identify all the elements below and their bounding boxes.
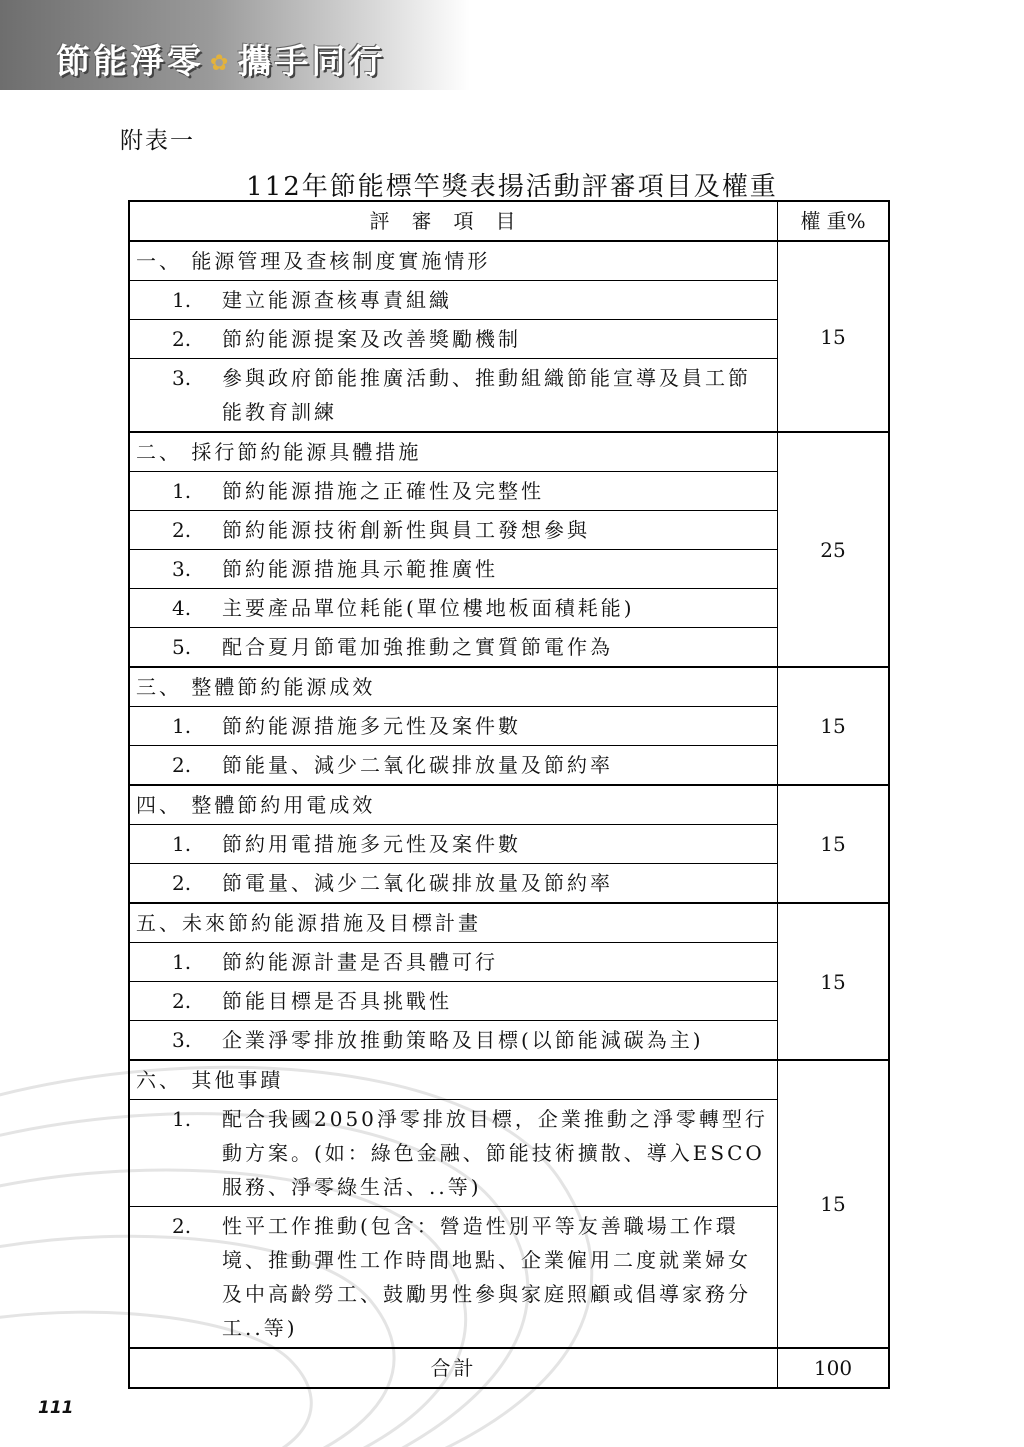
column-header-items: 評審項目	[129, 201, 778, 241]
table-row	[129, 943, 889, 982]
item-number: 3.	[172, 1028, 192, 1052]
section-weight: 15	[778, 785, 890, 903]
table-row	[129, 1021, 889, 1061]
item-cell	[129, 707, 778, 746]
item-number: 1.	[172, 479, 192, 503]
total-label: 合計	[129, 1348, 778, 1388]
section-title: 六、 其他事蹟	[129, 1060, 778, 1100]
section-weight: 25	[778, 432, 890, 667]
table-row	[129, 707, 889, 746]
item-cell	[129, 1021, 778, 1061]
table-row	[129, 825, 889, 864]
item-number: 1.	[172, 950, 192, 974]
item-number: 3.	[172, 557, 192, 581]
item-cell	[129, 746, 778, 786]
table-row	[129, 320, 889, 359]
item-number: 1.	[172, 1107, 192, 1131]
column-header-weight: 權 重%	[778, 201, 890, 241]
section-row	[129, 667, 889, 707]
item-text: 節約能源計畫是否具體可行	[222, 950, 498, 974]
item-number: 2.	[172, 518, 192, 542]
page-number: 111	[38, 1398, 74, 1418]
item-cell	[129, 943, 778, 982]
item-number: 1.	[172, 288, 192, 312]
section-row	[129, 432, 889, 472]
item-text: 節約能源措施之正確性及完整性	[222, 479, 544, 503]
table-header-row	[129, 201, 889, 241]
table-row	[129, 864, 889, 904]
table-row	[129, 281, 889, 320]
table-row	[129, 511, 889, 550]
item-cell	[129, 511, 778, 550]
item-number: 4.	[172, 596, 192, 620]
item-text: 主要產品單位耗能(單位樓地板面積耗能)	[222, 596, 635, 620]
section-title: 一、 能源管理及查核制度實施情形	[129, 241, 778, 281]
section-title: 三、 整體節約能源成效	[129, 667, 778, 707]
item-text: 節能目標是否具挑戰性	[222, 989, 452, 1013]
item-text: 節約能源技術創新性與員工發想參與	[222, 518, 590, 542]
item-text: 配合我國2050淨零排放目標，企業推動之淨零轉型行動方案。(如：綠色金融、節能技術擴散、導入ESCO服務、淨零綠生活、..等)	[222, 1107, 768, 1199]
header-title-left: 節能淨零	[56, 42, 204, 82]
section-weight: 15	[778, 667, 890, 785]
total-row	[129, 1348, 889, 1388]
item-number: 5.	[172, 635, 192, 659]
item-text: 參與政府節能推廣活動、推動組織節能宣導及員工節能教育訓練	[222, 366, 751, 424]
item-text: 節約能源措施具示範推廣性	[222, 557, 498, 581]
table-row	[129, 472, 889, 511]
section-weight: 15	[778, 241, 890, 432]
header-title-right: 攜手同行	[237, 42, 386, 82]
section-row	[129, 1060, 889, 1100]
section-title: 四、 整體節約用電成效	[129, 785, 778, 825]
section-weight: 15	[778, 1060, 890, 1348]
item-number: 1.	[172, 714, 192, 738]
item-text: 節約用電措施多元性及案件數	[222, 832, 521, 856]
table-row	[129, 550, 889, 589]
item-text: 節能量、減少二氧化碳排放量及節約率	[222, 753, 613, 777]
flower-icon: ✿	[210, 51, 232, 76]
section-title: 二、 採行節約能源具體措施	[129, 432, 778, 472]
item-text: 節約能源措施多元性及案件數	[222, 714, 521, 738]
item-cell	[129, 825, 778, 864]
table-row	[129, 982, 889, 1021]
item-cell	[129, 589, 778, 628]
annex-label: 附表一	[120, 128, 195, 154]
section-row	[129, 241, 889, 281]
item-number: 1.	[172, 832, 192, 856]
item-number: 3.	[172, 366, 192, 390]
table-title: 112年節能標竿獎表揚活動評審項目及權重	[246, 172, 778, 202]
item-cell	[129, 864, 778, 904]
item-text: 配合夏月節電加強推動之實質節電作為	[222, 635, 613, 659]
table-row	[129, 746, 889, 786]
table-row	[129, 589, 889, 628]
section-title: 五、未來節約能源措施及目標計畫	[129, 903, 778, 943]
item-text: 企業淨零排放推動策略及目標(以節能減碳為主)	[222, 1028, 704, 1052]
item-number: 2.	[172, 753, 192, 777]
header-title	[56, 34, 385, 83]
section-row	[129, 785, 889, 825]
item-cell	[129, 281, 778, 320]
item-number: 2.	[172, 871, 192, 895]
item-cell	[129, 982, 778, 1021]
item-cell	[129, 1100, 778, 1207]
item-text: 性平工作推動(包含：營造性別平等友善職場工作環境、推動彈性工作時間地點、企業僱用二度就業婦女及中高齡勞工、鼓勵男性參與家庭照顧或倡導家務分工..等)	[222, 1214, 751, 1340]
item-text: 節電量、減少二氧化碳排放量及節約率	[222, 871, 613, 895]
total-value: 100	[778, 1348, 890, 1388]
evaluation-table	[128, 200, 890, 1389]
item-text: 節約能源提案及改善獎勵機制	[222, 327, 521, 351]
table-row	[129, 1100, 889, 1207]
item-cell	[129, 1207, 778, 1349]
item-cell	[129, 320, 778, 359]
item-number: 2.	[172, 1214, 192, 1238]
item-number: 2.	[172, 327, 192, 351]
table-row	[129, 359, 889, 433]
section-row	[129, 903, 889, 943]
item-number: 2.	[172, 989, 192, 1013]
section-weight: 15	[778, 903, 890, 1060]
item-cell	[129, 472, 778, 511]
item-cell	[129, 550, 778, 589]
item-cell	[129, 628, 778, 668]
table-row	[129, 628, 889, 668]
item-text: 建立能源查核專責組織	[222, 288, 452, 312]
item-cell	[129, 359, 778, 433]
table-row	[129, 1207, 889, 1349]
